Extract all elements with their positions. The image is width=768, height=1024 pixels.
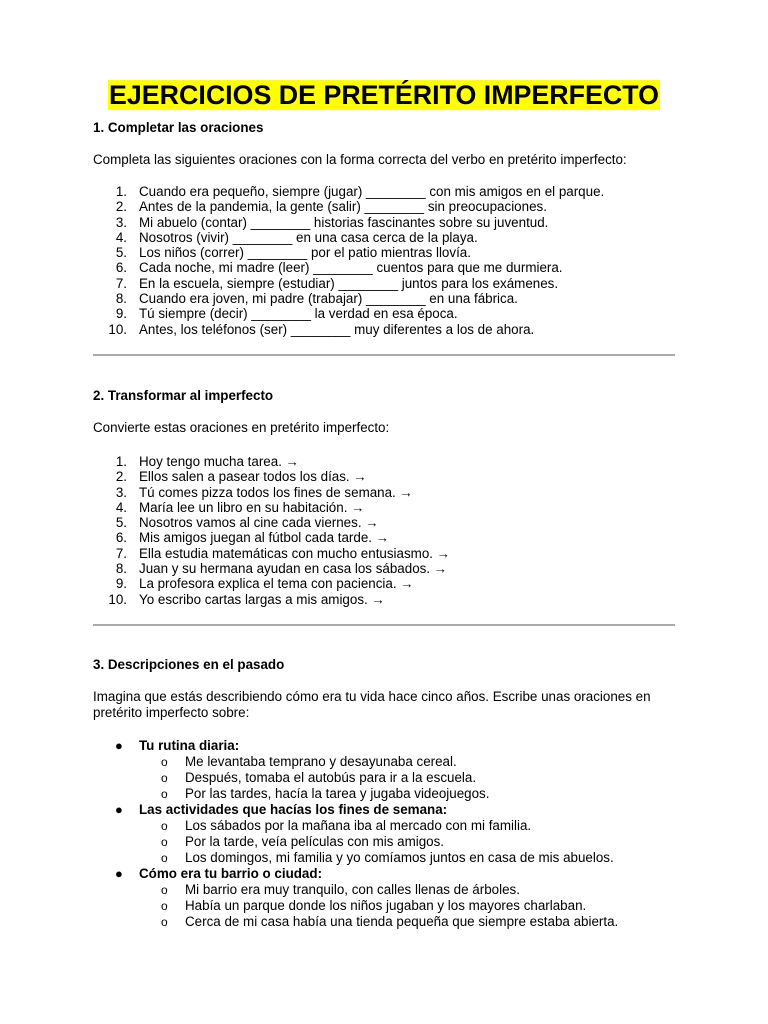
list-item: 6. Mis amigos juegan al fútbol cada tarde. →	[115, 530, 390, 546]
list-item: 1. Cuando era pequeño, siempre (jugar) ________ con mis amigos en el parque.	[115, 184, 605, 199]
sub-list-item: o Había un parque donde los niños jugaban y los mayores charlaban.	[161, 898, 587, 913]
sub-list-item: o Los domingos, mi familia y yo comíamos juntos en casa de mis abuelos.	[161, 850, 614, 865]
list-item: 10. Yo escribo cartas largas a mis amigos. →	[108, 591, 385, 607]
sub-list-item: o Mi barrio era muy tranquilo, con calles llenas de árboles.	[161, 882, 520, 897]
sub-list	[139, 818, 693, 866]
bullet-item: ● Tu rutina diaria: o Me levantaba temprano y desayunaba cereal. o Después, tomaba el autobús para ir a la escuela. o Por las tardes, hacía la tarea y jugaba videojuegos.	[93, 738, 693, 802]
sub-list	[139, 754, 693, 802]
list-item: 1. Hoy tengo mucha tarea. →	[115, 454, 300, 469]
list-item: 6. Cada noche, mi madre (leer) ________ cuentos para que me durmiera.	[115, 260, 563, 276]
section-2-instructions: Convierte estas oraciones en pretérito imperfecto:	[93, 420, 390, 435]
list-item: 2. Ellos salen a pasear todos los días. →	[115, 469, 367, 485]
bullet-item: ● Cómo era tu barrio o ciudad: o Mi barrio era muy tranquilo, con calles llenas de árboles. o Había un parque donde los niños jugaban y los mayores charlaban. o Cerca de mi casa había una tienda pequeña que siempre estaba abierta.	[93, 866, 693, 930]
divider	[93, 354, 675, 356]
sub-list-item: o Cerca de mi casa había una tienda pequeña que siempre estaba abierta.	[161, 914, 619, 929]
section-1-instructions: Completa las siguientes oraciones con la forma correcta del verbo en pretérito imperfecto:	[93, 152, 627, 167]
list-item: 9. Tú siempre (decir) ________ la verdad en esa época.	[115, 306, 458, 322]
circle-bullet-icon: o	[161, 851, 168, 865]
circle-bullet-icon: o	[161, 899, 168, 913]
sub-list-item: o Por la tarde, veía películas con mis amigos.	[161, 834, 445, 849]
document-title: EJERCICIOS DE PRETÉRITO IMPERFECTO	[109, 80, 659, 110]
list-item: 2. Antes de la pandemia, la gente (salir) ________ sin preocupaciones.	[115, 199, 547, 215]
circle-bullet-icon: o	[161, 835, 168, 849]
list-item: 3. Mi abuelo (contar) ________ historias fascinantes sobre su juventud.	[115, 214, 549, 230]
bullet-icon: ●	[115, 802, 123, 817]
list-item: 3. Tú comes pizza todos los fines de semana. →	[115, 484, 413, 500]
section-3-list	[93, 738, 693, 930]
circle-bullet-icon: o	[161, 883, 168, 897]
list-item: 9. La profesora explica el tema con paciencia. →	[115, 576, 414, 592]
sub-list-item: o Los sábados por la mañana iba al mercado con mi familia.	[161, 818, 532, 833]
section-3-instructions: Imagina que estás describiendo cómo era tu vida hace cinco años. Escribe unas oraciones en pretérito imperfecto sobre:	[93, 689, 651, 720]
sub-list-item: o Después, tomaba el autobús para ir a la escuela.	[161, 770, 477, 785]
list-item: 8. Cuando era joven, mi padre (trabajar) ________ en una fábrica.	[115, 291, 518, 307]
sub-list	[139, 882, 693, 930]
section-3-heading: 3. Descripciones en el pasado	[93, 657, 285, 672]
circle-bullet-icon: o	[161, 787, 168, 801]
circle-bullet-icon: o	[161, 915, 168, 929]
circle-bullet-icon: o	[161, 755, 168, 769]
sub-list-item: o Me levantaba temprano y desayunaba cereal.	[161, 754, 457, 769]
section-1-list	[93, 184, 604, 337]
list-item: 7. Ella estudia matemáticas con mucho entusiasmo. →	[115, 545, 451, 561]
section-2-heading: 2. Transformar al imperfecto	[93, 388, 274, 403]
circle-bullet-icon: o	[161, 771, 168, 785]
list-item: 7. En la escuela, siempre (estudiar) ________ juntos para los exámenes.	[115, 275, 559, 291]
list-item: 5. Los niños (correr) ________ por el patio mientras llovía.	[115, 245, 471, 261]
bullet-icon: ●	[115, 738, 123, 753]
list-item: 4. Nosotros (vivir) ________ en una casa cerca de la playa.	[115, 229, 478, 245]
section-2-list	[93, 454, 450, 607]
section-1-heading: 1. Completar las oraciones	[93, 120, 264, 135]
divider	[93, 624, 675, 626]
list-item: 4. María lee un libro en su habitación. →	[115, 499, 365, 515]
bullet-item: ● Las actividades que hacías los fines de semana: o Los sábados por la mañana iba al mercado con mi familia. o Por la tarde, veía películas con mis amigos. o Los domingos, mi familia y yo comíamos juntos en casa de mis abuelos.	[93, 802, 693, 866]
list-item: 10. Antes, los teléfonos (ser) ________ muy diferentes a los de ahora.	[108, 321, 535, 337]
sub-list-item: o Por las tardes, hacía la tarea y jugaba videojuegos.	[161, 786, 490, 801]
circle-bullet-icon: o	[161, 819, 168, 833]
list-item: 8. Juan y su hermana ayudan en casa los sábados. →	[115, 561, 448, 577]
bullet-icon: ●	[115, 866, 123, 881]
list-item: 5. Nosotros vamos al cine cada viernes. →	[115, 515, 379, 531]
